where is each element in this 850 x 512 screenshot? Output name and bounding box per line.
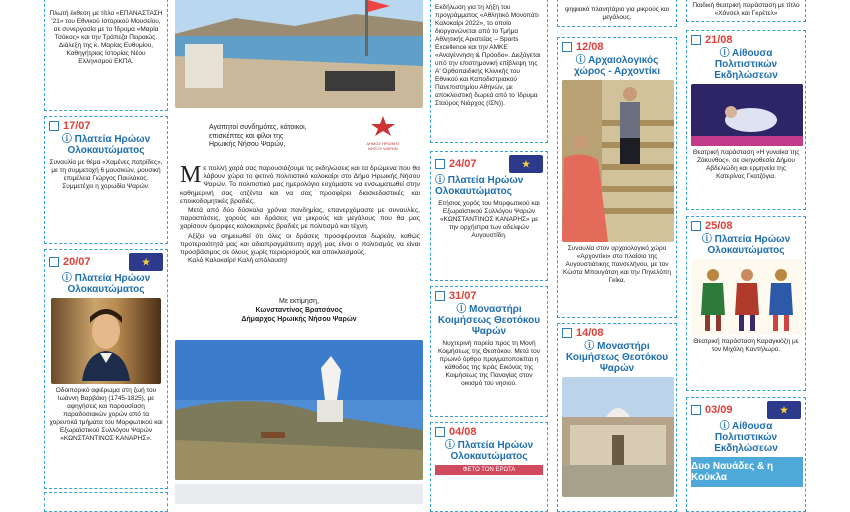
event-date: 24/07 bbox=[449, 158, 477, 170]
info-icon: ⓘ bbox=[719, 421, 733, 432]
event-location-text: Αίθουσα Πολιτιστικών Εκδηλώσεων bbox=[714, 48, 778, 81]
checkbox-icon[interactable] bbox=[435, 159, 445, 169]
event-card-exhibition bbox=[44, 0, 168, 111]
event-description: Θεατρική παράσταση Καραγκιόζη με τον Μιχάλη Καντήλωρο. bbox=[693, 338, 799, 353]
event-banner: Δυο Ναυάδες & η Κούκλα bbox=[691, 457, 803, 487]
musicians-photo bbox=[562, 80, 674, 242]
event-card-partial bbox=[44, 492, 168, 512]
logo-text: ΔΗΜΟΣ ΗΡΩΙΚΗΣ ΝΗΣΟΥ ΨΑΡΩΝ bbox=[366, 141, 400, 151]
event-card-24-07 bbox=[430, 151, 548, 281]
info-icon: ⓘ bbox=[701, 234, 715, 245]
event-date: 21/08 bbox=[705, 34, 733, 46]
event-date: 20/07 bbox=[63, 256, 91, 268]
checkbox-icon[interactable] bbox=[691, 405, 701, 415]
event-location bbox=[435, 175, 543, 197]
event-card-planetarium bbox=[557, 0, 677, 27]
column-3 bbox=[430, 0, 548, 500]
municipality-logo bbox=[365, 116, 401, 151]
event-card-17-07 bbox=[44, 116, 168, 244]
letter-paragraph-4: Καλό Καλοκαίρι! Καλή απόλαυση! bbox=[188, 257, 288, 265]
event-date: 25/08 bbox=[705, 220, 733, 232]
info-icon: ⓘ bbox=[584, 341, 598, 352]
event-card-athletic bbox=[430, 0, 548, 143]
checkbox-icon[interactable] bbox=[562, 42, 572, 52]
event-card-12-08 bbox=[557, 37, 677, 318]
event-location-text: Μοναστήρι Κοιμήσεως Θεοτόκου Ψαρών bbox=[565, 341, 669, 374]
info-icon: ⓘ bbox=[61, 134, 75, 145]
event-location bbox=[435, 440, 543, 462]
event-location bbox=[435, 304, 543, 337]
monument-photo bbox=[175, 340, 423, 480]
event-description: Εκδήλωση για τη λήξη του προγράμματος «Αθλητικό Μονοπάτι Καλοκαίρι 2022», το οποίο διοργανώνεται από το Τμήμα Αθλητικής Αριστείας – Sports Excellence και την ΑΜΚΕ «Αναγέννηση & Πρόοδο». Διεξάγεται υπό την επιστημονική επίβλεψη της Α' Ορθοπαιδικής Κλινικής του Εθνικού και Καποδιστριακού Πανεπιστημίου Αθηνών, με αποκλειστική δωρεά από το Ίδρυμα Σταύρος Νιάρχος (ΙΣΝ)). bbox=[435, 4, 541, 107]
eu-flag-icon: ★ bbox=[509, 155, 543, 173]
event-card-03-09 bbox=[686, 397, 806, 512]
karagiozis-figures bbox=[691, 259, 803, 335]
eu-flag-icon: ★ bbox=[767, 401, 801, 419]
event-location bbox=[49, 134, 163, 156]
event-card-21-08 bbox=[686, 30, 806, 210]
event-location bbox=[691, 421, 801, 454]
letter-greeting: Αγαπητοί συνδημότες, κάτοικοι, επισκέπτες και φίλοι της Ηρωικής Νήσου Ψαρών, bbox=[209, 124, 307, 148]
mayor-name: Κωνσταντίνος Βρατσάνος bbox=[255, 307, 343, 314]
info-icon: ⓘ bbox=[575, 55, 589, 66]
event-date: 17/07 bbox=[63, 120, 91, 132]
event-location-text: Μοναστήρι Κοιμήσεως Θεοτόκου Ψαρών bbox=[437, 304, 541, 337]
event-description: Νυχτερινή πορεία προς τη Μονή Κοιμήσεως της Θεοτόκου. Μετά τον πρωινό όρθρο πραγματοποιείται η κάθοδος της Ιεράς Εικόνας της Κοιμήσεως της Παναγίας στον οικισμό του νησιού. bbox=[437, 340, 541, 387]
event-description: Συναυλία στον αρχαιολογικό χώρο «Αρχοντίκι» στο πλαίσιο της Αυγουστιάτικης πανσελήνου, με τον Κώστα Μπουγάτση και την Πηνελόπη Γκίκα. bbox=[563, 245, 671, 284]
event-card-20-07 bbox=[44, 249, 168, 489]
varvakis-portrait bbox=[51, 298, 161, 384]
drop-cap: Μ bbox=[180, 162, 202, 188]
letter-paragraph-3: Αξίζει να σημειωθεί ότι όλες οι δράσεις προσφέρονται δωρεάν, καθώς προτεραιότητά μας και αδιαπραγμάτευτη αρχή μας είναι ο πολιτισμός να είναι προσβάσιμος σε όλους χωρίς περιορισμούς και αποκλεισμούς. bbox=[180, 232, 420, 257]
column-5 bbox=[686, 0, 806, 500]
event-date: 31/07 bbox=[449, 290, 477, 302]
logo-emblem-icon bbox=[371, 116, 395, 136]
checkbox-icon[interactable] bbox=[691, 35, 701, 45]
letter-signature bbox=[172, 297, 426, 324]
event-location bbox=[49, 273, 163, 295]
checkbox-icon[interactable] bbox=[562, 328, 572, 338]
letter-paragraph-1: ε πολλή χαρά σας παρουσιάζουμε τις εκδηλώσεις και τα δρώμενα που θα λάβουν χώρα το φετινό πολιτιστικό καλοκαίρι στο Δήμο Ηρωικής Νήσου Ψαρών. Το πολιτιστικό μας ημερολόγιο ευχόμαστε να ενσωματωθεί στην καθημερινή σας ατζέντα και να σας προσφέρει διασκεδαστικές και εποικοδομητικές βραδιές. bbox=[180, 165, 420, 205]
checkbox-icon[interactable] bbox=[49, 121, 59, 131]
event-location bbox=[691, 234, 801, 256]
event-card-14-08 bbox=[557, 323, 677, 512]
event-description: Οδοιπορικό αφιέρωμα στη ζωή του Ιωάννη Βαρβάκη (1745-1825), με αφηγήσεις και παρουσίαση παραδοσιακών χορών από τα χορευτικά τμήματα του Μορφωτικού και Εξωραϊστικού Συλλόγου Ψαρών «ΚΩΝΣΤΑΝΤΙΝΟΣ ΚΑΝΑΡΗΣ». bbox=[49, 387, 163, 442]
theater-photo bbox=[691, 84, 803, 146]
event-location bbox=[562, 341, 672, 374]
event-description: Συναυλία με θέμα «Χαμένες πατρίδες», με τη συμμετοχή 6 μουσικών, μουσική επιμέλεια Γιώργος Παυλάκος. Συμμετέχει η χορωδία Ψαρών. bbox=[49, 159, 163, 190]
bottom-photo-strip bbox=[175, 484, 423, 504]
event-location-text: Αρχαιολογικός χώρος - Αρχοντίκι bbox=[573, 55, 661, 77]
event-banner: ΦΕΤΟ ΤΟΝ ΕΡΩΤΑ bbox=[435, 465, 543, 475]
event-date: 03/09 bbox=[705, 404, 733, 416]
event-date: 14/08 bbox=[576, 327, 604, 339]
event-location bbox=[691, 48, 801, 81]
event-location bbox=[562, 55, 672, 77]
event-description: Θεατρική παράσταση «Η γυναίκα της Ζάκυνθος», σε σκηνοθεσία Δήμου Αβδελιώδη και ερμηνεία της Κατερίνας Γκατζόγια. bbox=[692, 149, 800, 180]
mayor-title: Δήμαρχος Ηρωικής Νήσου Ψαρών bbox=[241, 316, 357, 323]
column-1 bbox=[44, 0, 168, 500]
event-location-text: Πλατεία Ηρώων Ολοκαυτώματος bbox=[67, 134, 151, 156]
info-icon: ⓘ bbox=[61, 273, 75, 284]
event-card-hansel bbox=[686, 0, 806, 22]
event-date: 04/08 bbox=[449, 426, 477, 438]
signature-closing: Με εκτίμηση, bbox=[279, 298, 319, 305]
event-description: Ετήσιος χορός του Μορφωτικού και Εξωραϊστικού Συλλόγου Ψαρών «ΚΩΝΣΤΑΝΤΙΝΟΣ ΚΑΝΑΡΗΣ» με την ορχήστρα των αδελφών Αυγουστίδη. bbox=[438, 200, 540, 239]
event-card-04-08 bbox=[430, 422, 548, 512]
column-4 bbox=[557, 0, 677, 500]
event-location-text: Πλατεία Ηρώων Ολοκαυτώματος bbox=[707, 234, 791, 256]
checkbox-icon[interactable] bbox=[691, 221, 701, 231]
letter-body bbox=[180, 162, 420, 265]
info-icon: ⓘ bbox=[456, 304, 470, 315]
checkbox-icon[interactable] bbox=[435, 427, 445, 437]
monastery-photo bbox=[562, 377, 674, 497]
eu-flag-icon: ★ bbox=[129, 253, 163, 271]
event-description: Παιδική θεατρική παράσταση με τίτλο «Χάνσελ και Γκρέτελ» bbox=[692, 2, 800, 17]
checkbox-icon[interactable] bbox=[49, 257, 59, 267]
letter-paragraph-2: Μετά από δύο δύσκολα χρόνια πανδημίας, επανερχόμαστε με συναυλίες, παραστάσεις, χορούς και δράσεις για μικρούς και μεγάλους που θα μας χαρίσουν όμορφες καλοκαιρινές βραδιές με πολιτισμό και τέχνη. bbox=[180, 207, 420, 231]
harbor-photo bbox=[175, 0, 423, 108]
event-location-text: Πλατεία Ηρώων Ολοκαυτώματος bbox=[435, 175, 524, 197]
event-location-text: Πλατεία Ηρώων Ολοκαυτώματος bbox=[450, 440, 534, 462]
event-location-text: Πλατεία Ηρώων Ολοκαυτώματος bbox=[67, 273, 151, 295]
event-date: 12/08 bbox=[576, 41, 604, 53]
checkbox-icon[interactable] bbox=[435, 291, 445, 301]
event-location-text: Αίθουσα Πολιτιστικών Εκδηλώσεων bbox=[714, 421, 778, 454]
info-icon: ⓘ bbox=[444, 440, 458, 451]
event-card-31-07 bbox=[430, 286, 548, 417]
info-icon: ⓘ bbox=[719, 48, 733, 59]
event-description: Πλωτή έκθεση με τίτλο «ΕΠΑΝΑΣΤΑΣΗ '21» του Εθνικού Ιστορικού Μουσείου, σε συνεργασία με το Ίδρυμα «Μαρία Τσάκος» και την Τράπεζα Πειραιώς. Διάλεξη της κ. Μαρίας Ευθυμίου, Καθηγήτριας Ιστορίας Νέου Ελληνισμού ΕΚΠΑ. bbox=[49, 10, 163, 65]
event-card-25-08 bbox=[686, 216, 806, 391]
mayor-letter bbox=[172, 0, 426, 500]
info-icon: ⓘ bbox=[435, 175, 448, 186]
event-description: ψηφιακό πλανητάριο για μικρούς και μεγάλους. bbox=[564, 6, 670, 21]
